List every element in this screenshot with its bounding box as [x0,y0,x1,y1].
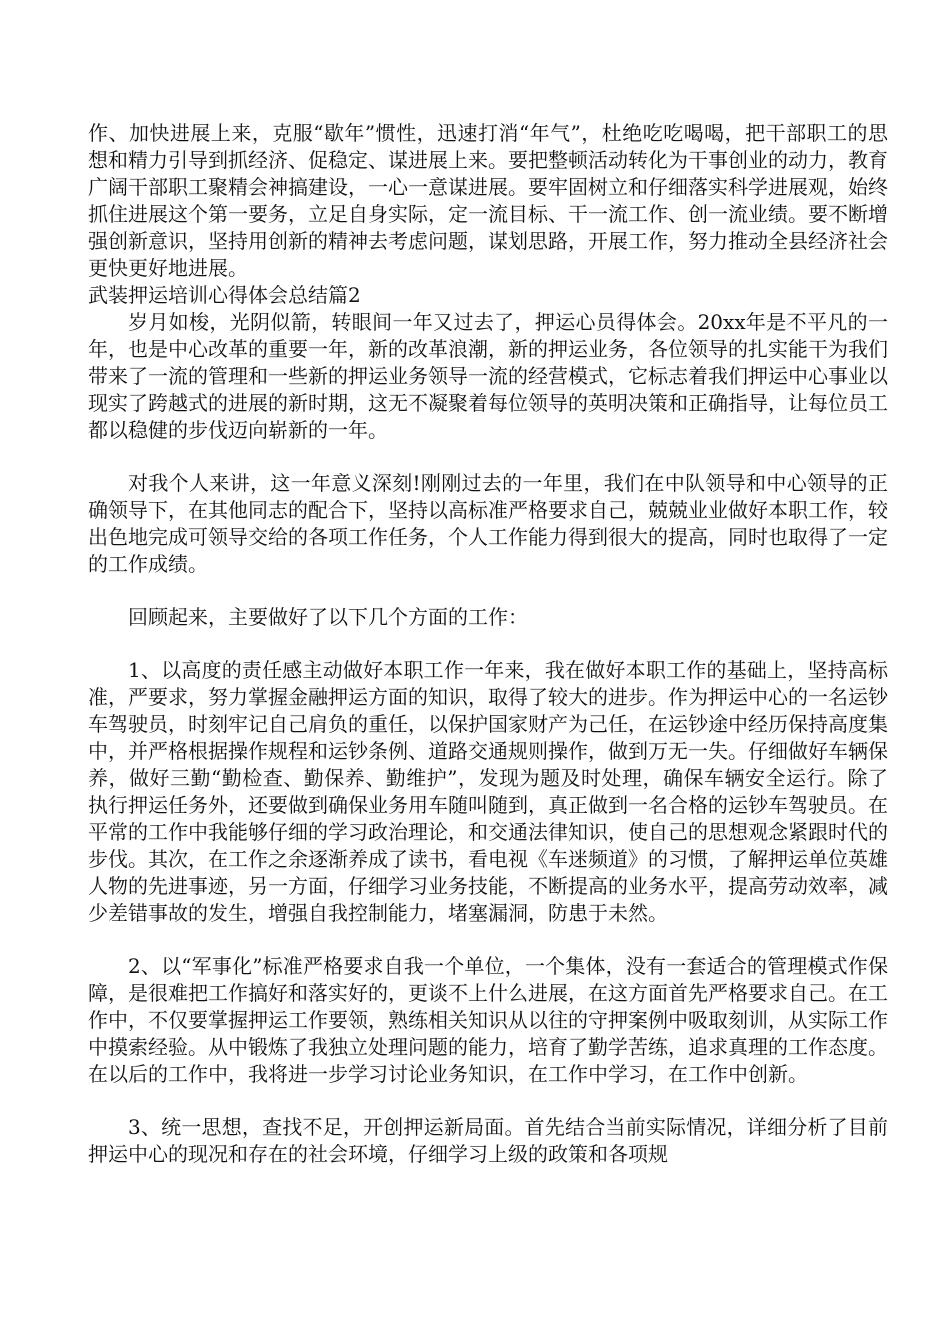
paragraph-personal: 对我个人来讲，这一年意义深刻!刚刚过去的一年里，我们在中队领导和中心领导的正确领导下，在其他同志的配合下，坚持以高标准严格要求自己，兢兢业业做好本职工作，较出色地完成可领导交给的各项工作任务，个人工作能力得到很大的提高，同时也取得了一定的工作成绩。 [88,471,888,576]
paragraph-intro: 岁月如梭，光阴似箭，转眼间一年又过去了，押运心员得体会。20xx年是不平凡的一年，也是中心改革的重要一年，新的改革浪潮，新的押运业务，各位领导的扎实能干为我们带来了一流的管理和一些新的押运业务领导一流的经营模式，它标志着我们押运中心事业以现实了跨越式的进展的新时期，这无不凝聚着每位领导的英明决策和正确指导，让每位员工都以稳健的步伐迈向崭新的一年。 [88,310,888,442]
document-page [88,120,888,1168]
paragraph-item-2: 2、以“军事化”标准严格要求自我一个单位，一个集体，没有一套适合的管理模式作保障，是很难把工作搞好和落实好的，更谈不上什么进展，在这方面首先严格要求自己。在工作中，不仅要掌握押运工作要领，熟练相关知识从以往的守押案例中吸取刻训，从实际工作中摸索经验。从中锻炼了我独立处理问题的能力，培育了勤学苦练，追求真理的工作态度。在以后的工作中，我将进一步学习讨论业务知识，在工作中学习，在工作中创新。 [88,954,888,1086]
section-heading: 武装押运培训心得体会总结篇2 [88,283,361,307]
paragraph-continued: 作、加快进展上来，克服“歇年”惯性，迅速打消“年气”，杜绝吃吃喝喝，把干部职工的思想和精力引导到抓经济、促稳定、谋进展上来。要把整顿活动转化为干事创业的动力，教育广阔干部职工聚精会神搞建设，一心一意谋进展。要牢固树立和仔细落实科学进展观，始终抓住进展这个第一要务，立足自身实际，定一流目标、干一流工作、创一流业绩。要不断增强创新意识，坚持用创新的精神去考虑问题，谋划思路，开展工作，努力推动全县经济社会更快更好地进展。 [88,121,888,280]
paragraph-item-1: 1、以高度的责任感主动做好本职工作一年来，我在做好本职工作的基础上，坚持高标准，严要求，努力掌握金融押运方面的知识，取得了较大的进步。作为押运中心的一名运钞车驾驶员，时刻牢记自己肩负的重任，以保护国家财产为己任，在运钞途中经历保持高度集中，并严格根据操作规程和运钞条例、道路交通规则操作，做到万无一失。仔细做好车辆保养，做好三勤“勤检查、勤保养、勤维护”，发现为题及时处理，确保车辆安全运行。除了执行押运任务外，还要做到确保业务用车随叫随到，真正做到一名合格的运钞车驾驶员。在平常的工作中我能够仔细的学习政治理论，和交通法律知识，使自己的思想观念紧跟时代的步伐。其次，在工作之余逐渐养成了读书，看电视《车迷频道》的习惯，了解押运单位英雄人物的先进事迹，另一方面，仔细学习业务技能，不断提高的业务水平，提高劳动效率，减少差错事故的发生，增强自我控制能力，堵塞漏洞，防患于未然。 [88,658,888,925]
paragraph-item-3: 3、统一思想，查找不足，开创押运新局面。首先结合当前实际情况，详细分析了目前押运中心的现况和存在的社会环境，仔细学习上级的政策和各项规 [88,1115,888,1166]
paragraph-review: 回顾起来，主要做好了以下几个方面的工作： [128,605,528,629]
